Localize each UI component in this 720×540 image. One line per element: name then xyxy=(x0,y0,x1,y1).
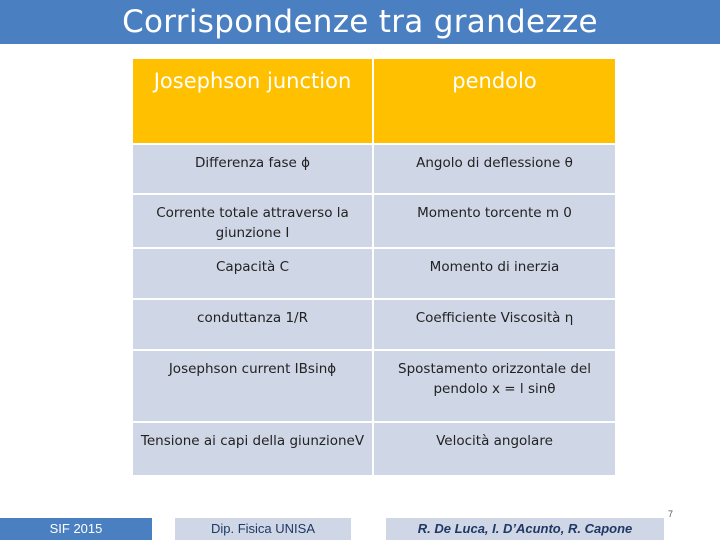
header-josephson: Josephson junction xyxy=(133,59,373,144)
table-cell: Differenza fase ϕ xyxy=(133,144,373,194)
table-cell: Angolo di deflessione θ xyxy=(373,144,615,194)
table-cell: Josephson current IBsinϕ xyxy=(133,350,373,422)
table-cell: Momento di inerzia xyxy=(373,248,615,299)
footer-conference: SIF 2015 xyxy=(0,518,152,540)
table-cell: conduttanza 1/R xyxy=(133,299,373,350)
table-cell: Coefficiente Viscosità η xyxy=(373,299,615,350)
table-row xyxy=(133,144,615,194)
table-row xyxy=(133,422,615,475)
slide-number: 7 xyxy=(668,509,674,519)
slide-title: Corrispondenze tra grandezze xyxy=(122,4,598,40)
table-row xyxy=(133,248,615,299)
table-cell: Velocità angolare xyxy=(373,422,615,475)
header-pendolo: pendolo xyxy=(373,59,615,144)
table-row xyxy=(133,350,615,422)
table-header-row xyxy=(133,59,615,144)
footer-department: Dip. Fisica UNISA xyxy=(175,518,351,540)
table-row xyxy=(133,194,615,248)
footer-authors: R. De Luca, I. D’Acunto, R. Capone xyxy=(386,518,664,540)
table-row xyxy=(133,299,615,350)
table-cell: Capacità C xyxy=(133,248,373,299)
table-cell: Momento torcente m 0 xyxy=(373,194,615,248)
correspondence-table xyxy=(133,59,615,475)
table-cell: Tensione ai capi della giunzioneV xyxy=(133,422,373,475)
table-cell: Spostamento orizzontale del pendolo x = l sinθ xyxy=(373,350,615,422)
table-cell: Corrente totale attraverso la giunzione I xyxy=(133,194,373,248)
